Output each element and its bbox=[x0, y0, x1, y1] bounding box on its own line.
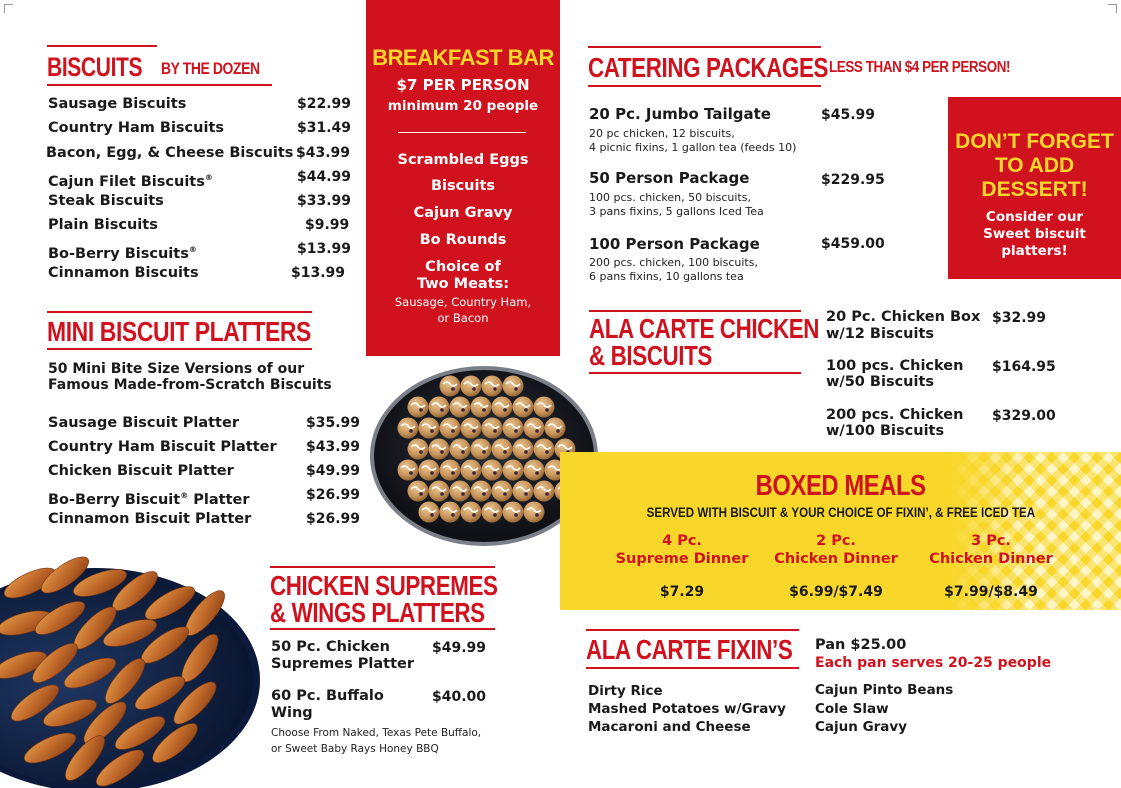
berry-dot bbox=[514, 513, 518, 517]
dessert-heading-line1: DON’T FORGET bbox=[955, 130, 1114, 153]
mini-biscuit-shape bbox=[471, 481, 492, 502]
biscuits-top-rule bbox=[47, 45, 157, 47]
crop-mark-tl bbox=[4, 4, 13, 13]
mini-biscuit-shape bbox=[513, 397, 534, 418]
mini-item-name: Country Ham Biscuit Platter bbox=[48, 439, 277, 455]
package-price: $459.00 bbox=[821, 236, 885, 252]
supremes-item-price: $49.99 bbox=[432, 640, 487, 656]
alacarte-chicken-title-line1: ALA CARTE CHICKEN bbox=[589, 313, 820, 344]
berry-dot bbox=[451, 387, 455, 391]
mini-biscuit-shape bbox=[429, 439, 450, 460]
mini-biscuit-shape bbox=[503, 418, 524, 439]
berry-dot bbox=[419, 492, 423, 496]
mini-biscuit-shape bbox=[440, 502, 461, 523]
berry-dot bbox=[514, 387, 518, 391]
breakfast-item: Scrambled Eggs bbox=[397, 152, 529, 168]
catering-top-rule bbox=[588, 46, 821, 48]
mini-biscuit-shape bbox=[429, 397, 450, 418]
breakfast-item: Bo Rounds bbox=[419, 232, 507, 248]
berry-dot bbox=[545, 408, 549, 412]
package-name: 50 Person Package bbox=[589, 169, 750, 187]
mini-bottom-rule bbox=[47, 348, 312, 350]
mini-biscuit-shape bbox=[461, 460, 482, 481]
berry-dot bbox=[482, 408, 486, 412]
boxed-meal-line1: 2 Pc. bbox=[816, 533, 856, 549]
mini-biscuit-shape bbox=[419, 502, 440, 523]
mini-item-price: $26.99 bbox=[306, 487, 361, 503]
alacarte-chicken-title-line2: & BISCUITS bbox=[589, 340, 712, 371]
mini-biscuit-shape bbox=[440, 460, 461, 481]
alacarte-chicken-item-line1: 100 pcs. Chicken bbox=[826, 358, 964, 374]
mini-biscuit-shape bbox=[503, 376, 524, 397]
berry-dot bbox=[472, 513, 476, 517]
berry-dot bbox=[514, 471, 518, 475]
supremes-note-line1: Choose From Naked, Texas Pete Buffalo, bbox=[271, 727, 482, 739]
berry-dot bbox=[482, 450, 486, 454]
mini-biscuit-shape bbox=[408, 397, 429, 418]
berry-dot bbox=[503, 408, 507, 412]
mini-biscuit-shape bbox=[398, 460, 419, 481]
dessert-callout bbox=[948, 97, 1121, 279]
mini-biscuit-shape bbox=[524, 502, 545, 523]
dessert-body-line1: Consider our bbox=[985, 209, 1084, 225]
package-name: 100 Person Package bbox=[589, 235, 760, 253]
mini-biscuit-shape bbox=[482, 418, 503, 439]
berry-dot bbox=[430, 429, 434, 433]
alacarte-chicken-item-price: $32.99 bbox=[992, 310, 1047, 326]
fixin-item: Macaroni and Cheese bbox=[588, 719, 751, 735]
berry-dot bbox=[545, 450, 549, 454]
supremes-item-line2: Wing bbox=[271, 705, 313, 721]
mini-top-rule bbox=[47, 311, 312, 313]
package-desc: 200 pcs. chicken, 100 biscuits, bbox=[589, 256, 758, 269]
mini-biscuit-shape bbox=[461, 376, 482, 397]
mini-biscuit-shape bbox=[482, 376, 503, 397]
berry-dot bbox=[472, 471, 476, 475]
mini-item-price: $26.99 bbox=[306, 511, 361, 527]
berry-dot bbox=[514, 429, 518, 433]
mini-item-name: Chicken Biscuit Platter bbox=[48, 463, 234, 479]
mini-biscuit-shape bbox=[450, 397, 471, 418]
berry-dot bbox=[493, 429, 497, 433]
berry-dot bbox=[493, 471, 497, 475]
alacarte-chicken-bottom-rule bbox=[589, 372, 801, 374]
biscuit-item-name: Steak Biscuits bbox=[48, 193, 164, 209]
mini-biscuit-shape bbox=[450, 439, 471, 460]
fixins-title: ALA CARTE FIXIN’S bbox=[586, 634, 793, 665]
berry-dot bbox=[419, 450, 423, 454]
mini-biscuit-shape bbox=[429, 481, 450, 502]
mini-biscuit-shape bbox=[450, 481, 471, 502]
berry-dot bbox=[451, 513, 455, 517]
alacarte-chicken-item-line1: 200 pcs. Chicken bbox=[826, 407, 964, 423]
berry-dot bbox=[409, 471, 413, 475]
boxed-meal-price: $6.99/$7.49 bbox=[789, 584, 883, 600]
berry-dot bbox=[461, 450, 465, 454]
mini-biscuit-shape bbox=[482, 502, 503, 523]
biscuit-item-name: Cajun Filet Biscuits® bbox=[48, 173, 213, 190]
berry-dot bbox=[430, 513, 434, 517]
berry-dot bbox=[419, 408, 423, 412]
biscuits-bottom-rule bbox=[47, 84, 272, 86]
fixins-pan-serves: Each pan serves 20-25 people bbox=[815, 655, 1052, 671]
mini-biscuit-shape bbox=[524, 418, 545, 439]
biscuit-item-name: Sausage Biscuits bbox=[48, 96, 187, 112]
mini-biscuit-shape bbox=[440, 418, 461, 439]
dessert-body-line3: platters! bbox=[1001, 243, 1068, 259]
boxed-meal-line2: Chicken Dinner bbox=[929, 551, 1053, 567]
fixins-pan-price: Pan $25.00 bbox=[815, 637, 907, 653]
alacarte-chicken-item-line1: 20 Pc. Chicken Box bbox=[826, 309, 981, 325]
fixin-item: Mashed Potatoes w/Gravy bbox=[588, 701, 786, 717]
mini-item-price: $35.99 bbox=[306, 415, 361, 431]
biscuits-title: BISCUITS bbox=[47, 52, 143, 82]
package-desc: 100 pcs. chicken, 50 biscuits, bbox=[589, 191, 751, 204]
mini-biscuit-shape bbox=[513, 439, 534, 460]
boxed-meal-line2: Chicken Dinner bbox=[774, 551, 898, 567]
berry-dot bbox=[545, 492, 549, 496]
berry-dot bbox=[440, 492, 444, 496]
berry-dot bbox=[461, 492, 465, 496]
package-price: $45.99 bbox=[821, 107, 876, 123]
mini-biscuit-shape bbox=[545, 418, 566, 439]
dessert-heading-line3: DESSERT! bbox=[981, 178, 1088, 201]
mini-biscuit-shape bbox=[513, 481, 534, 502]
mini-biscuit-shape bbox=[471, 397, 492, 418]
mini-biscuit-shape bbox=[492, 439, 513, 460]
mini-biscuit-shape bbox=[461, 418, 482, 439]
mini-biscuit-shape bbox=[440, 376, 461, 397]
berry-dot bbox=[440, 408, 444, 412]
supremes-note-line2: or Sweet Baby Rays Honey BBQ bbox=[271, 743, 439, 755]
mini-biscuit-shape bbox=[492, 397, 513, 418]
supremes-bottom-rule bbox=[270, 628, 495, 630]
breakfast-item: Biscuits bbox=[430, 178, 496, 194]
mini-biscuit-shape bbox=[482, 460, 503, 481]
alacarte-chicken-item-line2: w/12 Biscuits bbox=[826, 326, 935, 342]
catering-bottom-rule bbox=[588, 85, 821, 87]
catering-title: CATERING PACKAGES bbox=[588, 52, 829, 83]
mini-biscuit-shape bbox=[461, 502, 482, 523]
mini-intro-line2: Famous Made-from-Scratch Biscuits bbox=[48, 377, 332, 393]
breakfast-item: Cajun Gravy bbox=[413, 205, 513, 221]
mini-biscuit-shape bbox=[398, 418, 419, 439]
alacarte-chicken-item-price: $329.00 bbox=[992, 408, 1056, 424]
biscuit-item-price: $13.99 bbox=[297, 241, 352, 257]
berry-dot bbox=[493, 513, 497, 517]
fixin-item: Cajun Pinto Beans bbox=[815, 682, 954, 698]
berry-dot bbox=[482, 492, 486, 496]
dessert-heading-line2: TO ADD bbox=[994, 154, 1075, 177]
berry-dot bbox=[503, 450, 507, 454]
biscuit-item-price: $13.99 bbox=[291, 265, 346, 281]
mini-biscuit-shape bbox=[524, 460, 545, 481]
dessert-body-line2: Sweet biscuit bbox=[983, 226, 1086, 242]
supremes-title-line1: CHICKEN SUPREMES bbox=[270, 570, 498, 601]
biscuit-item-name: Plain Biscuits bbox=[48, 217, 158, 233]
boxed-meal-line1: 3 Pc. bbox=[971, 533, 1011, 549]
biscuit-item-price: $44.99 bbox=[297, 169, 352, 185]
berry-dot bbox=[409, 429, 413, 433]
biscuit-item-price: $43.99 bbox=[296, 145, 351, 161]
biscuit-item-price: $9.99 bbox=[305, 217, 350, 233]
mini-item-name: Cinnamon Biscuit Platter bbox=[48, 511, 252, 527]
supremes-item-price: $40.00 bbox=[432, 689, 487, 705]
berry-dot bbox=[461, 408, 465, 412]
berry-dot bbox=[472, 387, 476, 391]
supremes-item-line1: 60 Pc. Buffalo bbox=[271, 688, 384, 704]
package-desc: 4 picnic fixins, 1 gallon tea (feeds 10) bbox=[589, 141, 797, 154]
boxed-meals-subtitle: SERVED WITH BISCUIT & YOUR CHOICE OF FIXIN’, & FREE ICED TEA bbox=[646, 505, 1035, 520]
package-price: $229.95 bbox=[821, 172, 885, 188]
alacarte-chicken-item-price: $164.95 bbox=[992, 359, 1056, 375]
mini-biscuit-shape bbox=[534, 397, 555, 418]
berry-dot bbox=[451, 471, 455, 475]
biscuit-item-price: $31.49 bbox=[297, 120, 352, 136]
boxed-meal-price: $7.99/$8.49 bbox=[944, 584, 1038, 600]
berry-dot bbox=[524, 450, 528, 454]
supremes-top-rule bbox=[270, 566, 495, 568]
breakfast-choice-line1: Choice of bbox=[425, 259, 501, 275]
berry-dot bbox=[535, 471, 539, 475]
supremes-item-line1: 50 Pc. Chicken bbox=[271, 639, 390, 655]
breakfast-bar-panel bbox=[366, 0, 560, 356]
mini-item-price: $43.99 bbox=[306, 439, 361, 455]
fixins-bottom-rule bbox=[586, 667, 799, 669]
alacarte-chicken-top-rule bbox=[589, 310, 801, 312]
package-name: 20 Pc. Jumbo Tailgate bbox=[589, 105, 771, 123]
breakfast-meats-line2: or Bacon bbox=[437, 311, 489, 325]
mini-item-name: Sausage Biscuit Platter bbox=[48, 415, 239, 431]
registered-mark: ® bbox=[188, 245, 197, 254]
mini-biscuit-shape bbox=[492, 481, 513, 502]
mini-item-price: $49.99 bbox=[306, 463, 361, 479]
mini-biscuit-shape bbox=[419, 460, 440, 481]
berry-dot bbox=[524, 492, 528, 496]
catering-subtitle: LESS THAN $4 PER PERSON! bbox=[829, 59, 1011, 76]
registered-mark: ® bbox=[204, 173, 213, 182]
package-desc: 6 pans fixins, 10 gallons tea bbox=[589, 270, 744, 283]
mini-biscuit-shape bbox=[534, 481, 555, 502]
fixins-top-rule bbox=[586, 629, 799, 631]
alacarte-chicken-item-line2: w/100 Biscuits bbox=[826, 423, 945, 439]
mini-item-name: Bo-Berry Biscuit® Platter bbox=[48, 491, 250, 508]
boxed-meals-title: BOXED MEALS bbox=[755, 470, 926, 502]
supremes-item-line2: Supremes Platter bbox=[271, 656, 414, 672]
breakfast-bar-minimum: minimum 20 people bbox=[387, 98, 539, 114]
boxed-meal-line2: Supreme Dinner bbox=[615, 551, 749, 567]
berry-dot bbox=[440, 450, 444, 454]
breakfast-divider bbox=[398, 132, 526, 133]
berry-dot bbox=[503, 492, 507, 496]
mini-biscuit-shape bbox=[503, 502, 524, 523]
fixin-item: Cajun Gravy bbox=[815, 719, 908, 735]
boxed-meal-line1: 4 Pc. bbox=[662, 533, 702, 549]
berry-dot bbox=[451, 429, 455, 433]
mini-intro-line1: 50 Mini Bite Size Versions of our bbox=[48, 361, 305, 377]
berry-dot bbox=[535, 513, 539, 517]
breakfast-bar-title: BREAKFAST BAR bbox=[372, 45, 554, 70]
biscuit-item-name: Bo-Berry Biscuits® bbox=[48, 245, 197, 262]
chicken-tenders-platter-photo bbox=[0, 545, 262, 788]
mini-biscuit-shape bbox=[419, 418, 440, 439]
biscuit-item-name: Cinnamon Biscuits bbox=[48, 265, 199, 281]
package-desc: 3 pans fixins, 5 gallons Iced Tea bbox=[589, 205, 764, 218]
biscuit-item-name: Country Ham Biscuits bbox=[48, 120, 225, 136]
berry-dot bbox=[493, 387, 497, 391]
biscuits-subtitle: BY THE DOZEN bbox=[161, 59, 260, 78]
mini-biscuit-shape bbox=[503, 460, 524, 481]
crop-mark-tr bbox=[1108, 4, 1117, 13]
alacarte-chicken-item-line2: w/50 Biscuits bbox=[826, 374, 935, 390]
berry-dot bbox=[535, 429, 539, 433]
berry-dot bbox=[556, 429, 560, 433]
fixin-item: Cole Slaw bbox=[815, 701, 889, 717]
mini-biscuit-shape bbox=[534, 439, 555, 460]
registered-mark: ® bbox=[180, 491, 189, 500]
package-desc: 20 pc chicken, 12 biscuits, bbox=[589, 127, 735, 140]
berry-dot bbox=[430, 471, 434, 475]
biscuit-item-price: $22.99 bbox=[297, 96, 352, 112]
berry-dot bbox=[524, 408, 528, 412]
biscuit-item-name: Bacon, Egg, & Cheese Biscuits bbox=[46, 145, 294, 161]
breakfast-choice-line2: Two Meats: bbox=[416, 276, 510, 292]
biscuit-item-price: $33.99 bbox=[297, 193, 352, 209]
breakfast-meats-line1: Sausage, Country Ham, bbox=[394, 295, 532, 309]
berry-dot bbox=[472, 429, 476, 433]
mini-biscuit-shape bbox=[408, 481, 429, 502]
mini-biscuit-shape bbox=[471, 439, 492, 460]
supremes-title-line2: & WINGS PLATTERS bbox=[270, 597, 485, 628]
fixin-item: Dirty Rice bbox=[588, 683, 663, 699]
mini-title: MINI BISCUIT PLATTERS bbox=[47, 316, 311, 347]
breakfast-bar-price: $7 PER PERSON bbox=[396, 76, 530, 94]
boxed-meal-price: $7.29 bbox=[659, 584, 705, 600]
mini-biscuit-shape bbox=[408, 439, 429, 460]
